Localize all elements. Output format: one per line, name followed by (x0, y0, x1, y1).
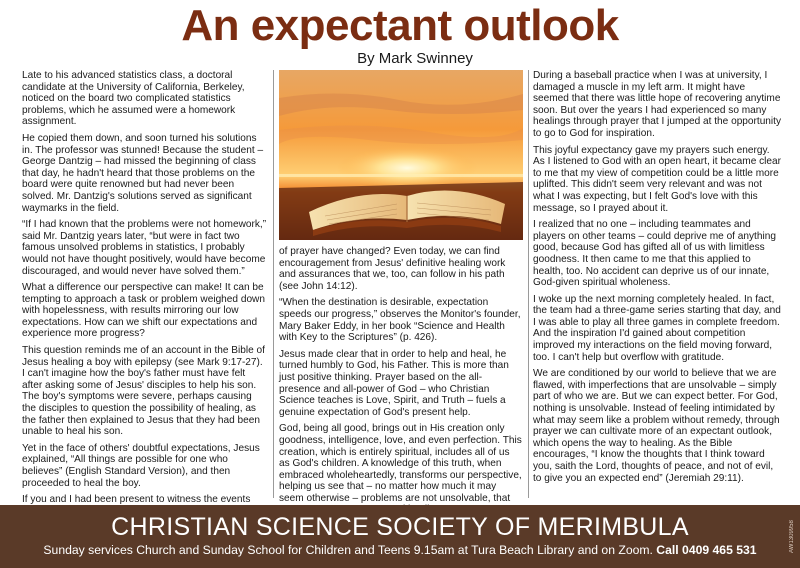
paragraph: This joyful expectancy gave my prayers such energy. As I listened to God with an open heart, it became clear to me that my view of competition could be a little more uplifted. This didn't seem very relevant and was not what I was expecting, but I felt God's love with this message, so I prayed about it. (533, 144, 781, 214)
paragraph: “When the destination is desirable, expectation speeds our progress,” observes the Monitor's founder, Mary Baker Eddy, in her book “Science and Health with Key to the Scriptures” (p. 426). (279, 297, 521, 344)
paragraph: God, being all good, brings out in His creation only goodness, intelligence, love, and even perfection. This creation, which is entirely spiritual, includes all of us as God's children. A knowledge of this truth, when embraced wholeheartedly, transforms our perspective, helping us see that – no matter how much it may seem otherwise – problems are not unsolvable, that (279, 423, 522, 504)
open-bible-sunset-photo (279, 70, 523, 240)
paragraph: Yet in the face of others' doubtful expectations, Jesus explained, “All things are possible for one who believes” (English Standard Version), and then proceeded to heal the boy. (22, 442, 260, 489)
paragraph: During a baseball practice when I was at university, I damaged a muscle in my left arm. It might have seemed that there was little hope of recovering anytime soon. But over the years I had experienced so many healings through prayer that I jumped at the opportunity to go to God for inspiration. (533, 70, 782, 139)
paragraph: He copied them down, and soon turned his solutions in. The professor was stunned! Because the student – George Dantzig – had missed the beginning of class that day, he hadn't heard that those problems on the board were quite renowned but had never been solved. Mr. Dantzig's solutions served as significant waymarks in the field. (22, 132, 264, 214)
column-divider (273, 70, 274, 498)
paragraph: If you and I had been present to witness the events (22, 494, 251, 506)
service-details: Sunday services Church and Sunday School for Children and Teens 9.15am at Tura Beach Library and on Zoom. (43, 543, 657, 557)
article-column-2 (279, 246, 523, 521)
phone-number: Call 0409 465 531 (656, 543, 757, 557)
paragraph: Jesus made clear that in order to help and heal, he turned humbly to God, his Father. This is more than just positive thinking. Prayer based on the all-presence and all-power of God – who Christian Science teaches is Love, Spirit, and Truth – fuels a genuine expectation of God's present help. (279, 348, 509, 418)
paragraph: What a difference our perspective can make! It can be tempting to approach a task or problem weighed down with hopelessness, with results mirroring our low expectations. How can we shift our expectations and experience more progress? (22, 282, 265, 340)
byline: By Mark Swinney (357, 50, 473, 67)
column-divider (528, 70, 529, 498)
article-column-1 (22, 70, 268, 522)
paragraph: “If I had known that the problems were not homework,” said Mr. Dantzig years later, “but were in fact two famous unsolved problems in statistics, I probably would not have thought positively, would have become discouraged, and would never have solved them.” (22, 219, 267, 277)
article-column-3 (533, 70, 783, 489)
paragraph: Late to his advanced statistics class, a doctoral candidate at the University of California, Berkeley, noticed on the board two complicated statistics problems, which he assumed were a homework assignment. (22, 70, 245, 128)
ad-code: AW1309958 (789, 520, 795, 554)
paragraph: of prayer have changed? Even today, we can find encouragement from Jesus' definitive healing work and assurances that we, too, can follow in his path (see John 14:12). (279, 246, 506, 292)
paragraph: I woke up the next morning completely healed. In fact, the team had a three-game series starting that day, and I was able to play all three games in complete freedom. And the inspiration I'd gained about competition improved my interactions on the field moving forward, too. I can't help but overflow with gratitude. (533, 293, 781, 363)
paragraph: This question reminds me of an account in the Bible of Jesus healing a boy with epilepsy (see Mark 9:17-27). I can't imagine how the boy's father must have felt after asking some of Jesus' disciples to help his son. The boy's symptoms were severe, perhaps causing the disciples to question the possibility of healing, as the father then explained to Jesus that they had been unable to heal his son. (22, 345, 265, 438)
paragraph: We are conditioned by our world to believe that we are flawed, with imperfections that are unsolvable – simply part of who we are. But we can expect better. For God, nothing is unsolvable. Instead of feeling intimidated by what may seem like a problem without remedy, through prayer we can cultivate more of an expectant outlook, which opens the way to healing. As the Bible encourages, “I know the thoughts that I think toward you, saith the Lord, thoughts of peace, and not of evil, to give you an expected end” (Jeremiah 29:11). (533, 368, 780, 484)
society-name: CHRISTIAN SCIENCE SOCIETY OF MERIMBULA (111, 513, 689, 541)
paragraph: I realized that no one – including teammates and players on other teams – could deprive me of anything good, because God has gifted all of us with limitless goodness. It then came to me that this applied to health, too. No accident can deprive us of our innate, God-given spiritual wholeness. (533, 219, 776, 289)
service-times (0, 543, 800, 558)
article-title: An expectant outlook (181, 1, 619, 50)
society-footer-banner (0, 505, 800, 568)
